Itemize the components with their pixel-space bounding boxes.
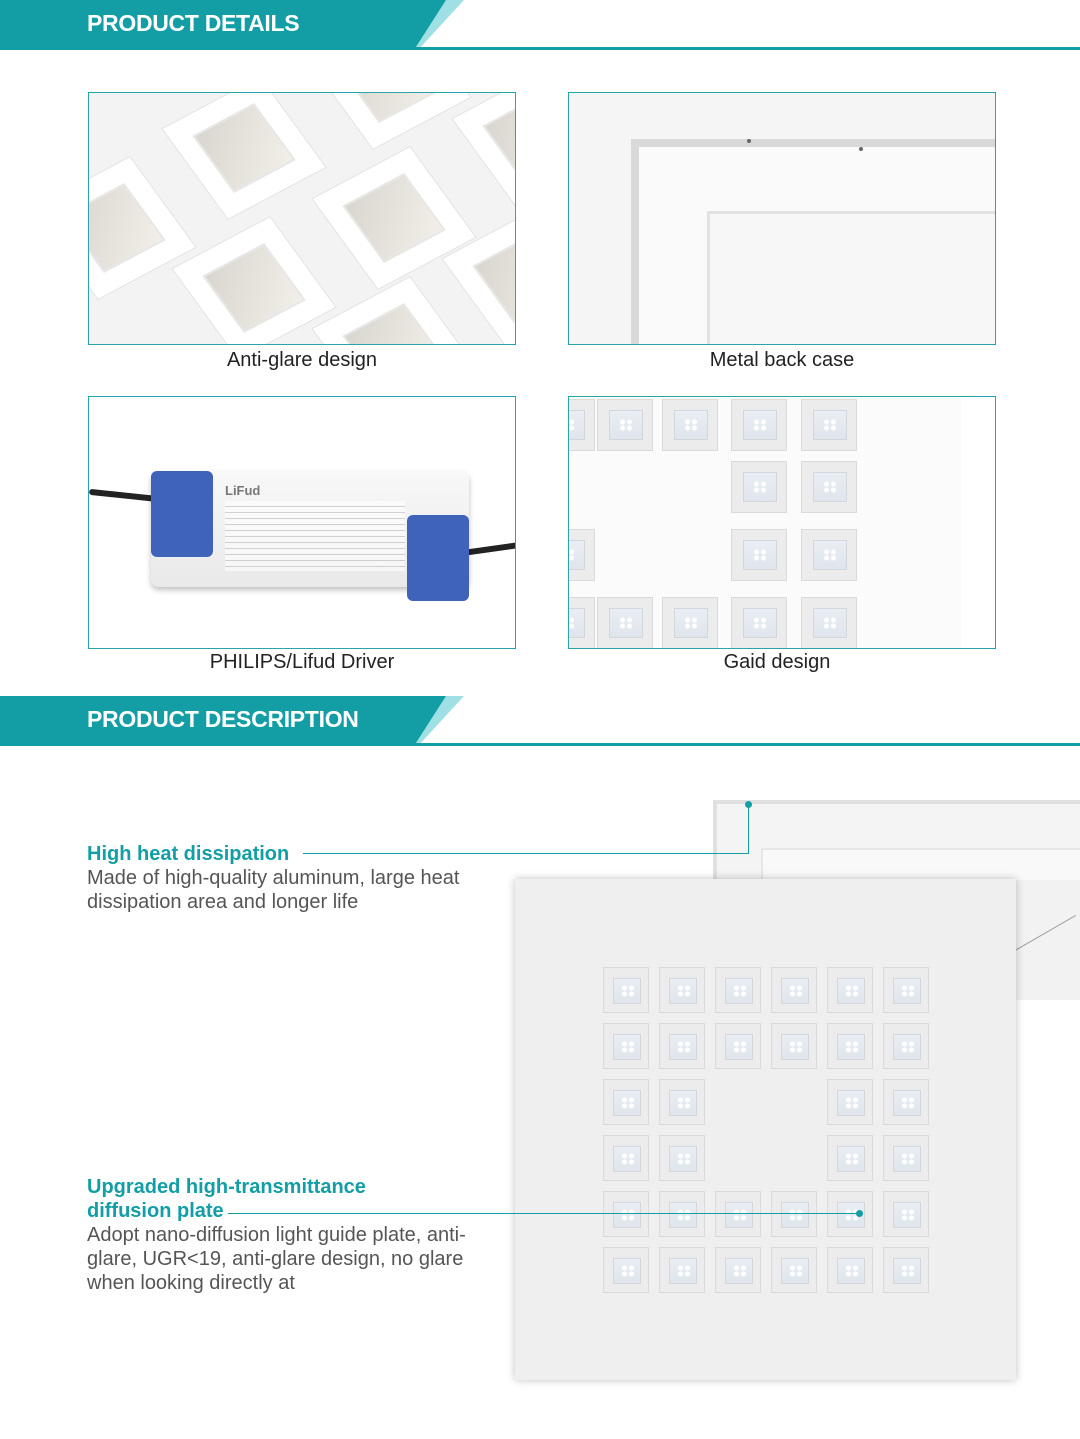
product-details-header: [0, 0, 1080, 52]
panel-led-cell: [771, 1023, 817, 1069]
heat-leader-pin: [745, 801, 752, 808]
panel-led-cell: [659, 1023, 705, 1069]
driver-image: [88, 396, 516, 649]
diffusion-leader-line: [228, 1213, 860, 1214]
panel-led-cell: [883, 1135, 929, 1181]
driver-brand-label: LiFud: [225, 483, 261, 498]
panel-back-frame: [713, 800, 1080, 890]
heat-leader-vertical: [748, 805, 749, 854]
diffusion-leader-pin: [856, 1210, 863, 1217]
panel-led-cell: [603, 967, 649, 1013]
panel-led-cell: [603, 1247, 649, 1293]
header-underline: [414, 743, 1080, 746]
panel-led-cell: [715, 1023, 761, 1069]
driver-blue-cap-right: [407, 515, 469, 601]
panel-led-cell: [827, 1191, 873, 1237]
driver-caption: PHILIPS/Lifud Driver: [209, 651, 395, 673]
panel-led-cell: [659, 1135, 705, 1181]
panel-led-cell: [827, 1079, 873, 1125]
metal-back-case-caption: Metal back case: [709, 349, 855, 371]
panel-led-cell: [603, 1135, 649, 1181]
case-inner-frame: [707, 211, 996, 345]
panel-led-cell: [771, 967, 817, 1013]
panel-led-cell: [883, 1191, 929, 1237]
panel-led-cell: [827, 1247, 873, 1293]
grid-design-image: [568, 396, 996, 649]
panel-led-cell: [883, 967, 929, 1013]
grid-design-caption: Gaid design: [723, 651, 831, 673]
panel-led-cell: [883, 1247, 929, 1293]
panel-led-cell: [603, 1023, 649, 1069]
panel-led-cell: [827, 967, 873, 1013]
panel-led-cell: [883, 1079, 929, 1125]
panel-led-cell: [603, 1079, 649, 1125]
panel-led-cell: [659, 1247, 705, 1293]
panel-led-cell: [883, 1023, 929, 1069]
driver-label-text: [225, 501, 405, 571]
driver-blue-cap-left: [151, 471, 213, 557]
heat-leader-line: [303, 853, 749, 854]
panel-led-cell: [827, 1023, 873, 1069]
panel-led-cell: [659, 1079, 705, 1125]
feature-title-heat: High heat dissipation: [87, 843, 290, 865]
metal-back-case-image: [568, 92, 996, 345]
panel-led-cell: [603, 1191, 649, 1237]
panel-led-cell: [771, 1247, 817, 1293]
panel-led-cell: [715, 967, 761, 1013]
header-underline: [414, 47, 1080, 50]
anti-glare-image: [88, 92, 516, 345]
product-description-header: [0, 696, 1080, 748]
panel-led-cell: [715, 1191, 761, 1237]
led-panel-image: [515, 879, 1016, 1380]
panel-side: [1015, 880, 1080, 1000]
panel-led-cell: [659, 1191, 705, 1237]
anti-glare-caption: Anti-glare design: [226, 349, 378, 371]
panel-led-cell: [715, 1247, 761, 1293]
panel-led-cell: [771, 1191, 817, 1237]
panel-led-cell: [827, 1135, 873, 1181]
feature-title-diffusion: Upgraded high-transmittance diffusion plate: [87, 1176, 366, 1222]
panel-led-cell: [659, 967, 705, 1013]
section-title: PRODUCT DETAILS: [87, 10, 300, 36]
feature-text-heat: Made of high-quality aluminum, large heat dissipation area and longer life: [87, 867, 460, 913]
section-title: PRODUCT DESCRIPTION: [87, 706, 359, 732]
feature-text-diffusion: Adopt nano-diffusion light guide plate, anti-glare, UGR<19, anti-glare design, no glare when looking directly at: [87, 1224, 466, 1294]
